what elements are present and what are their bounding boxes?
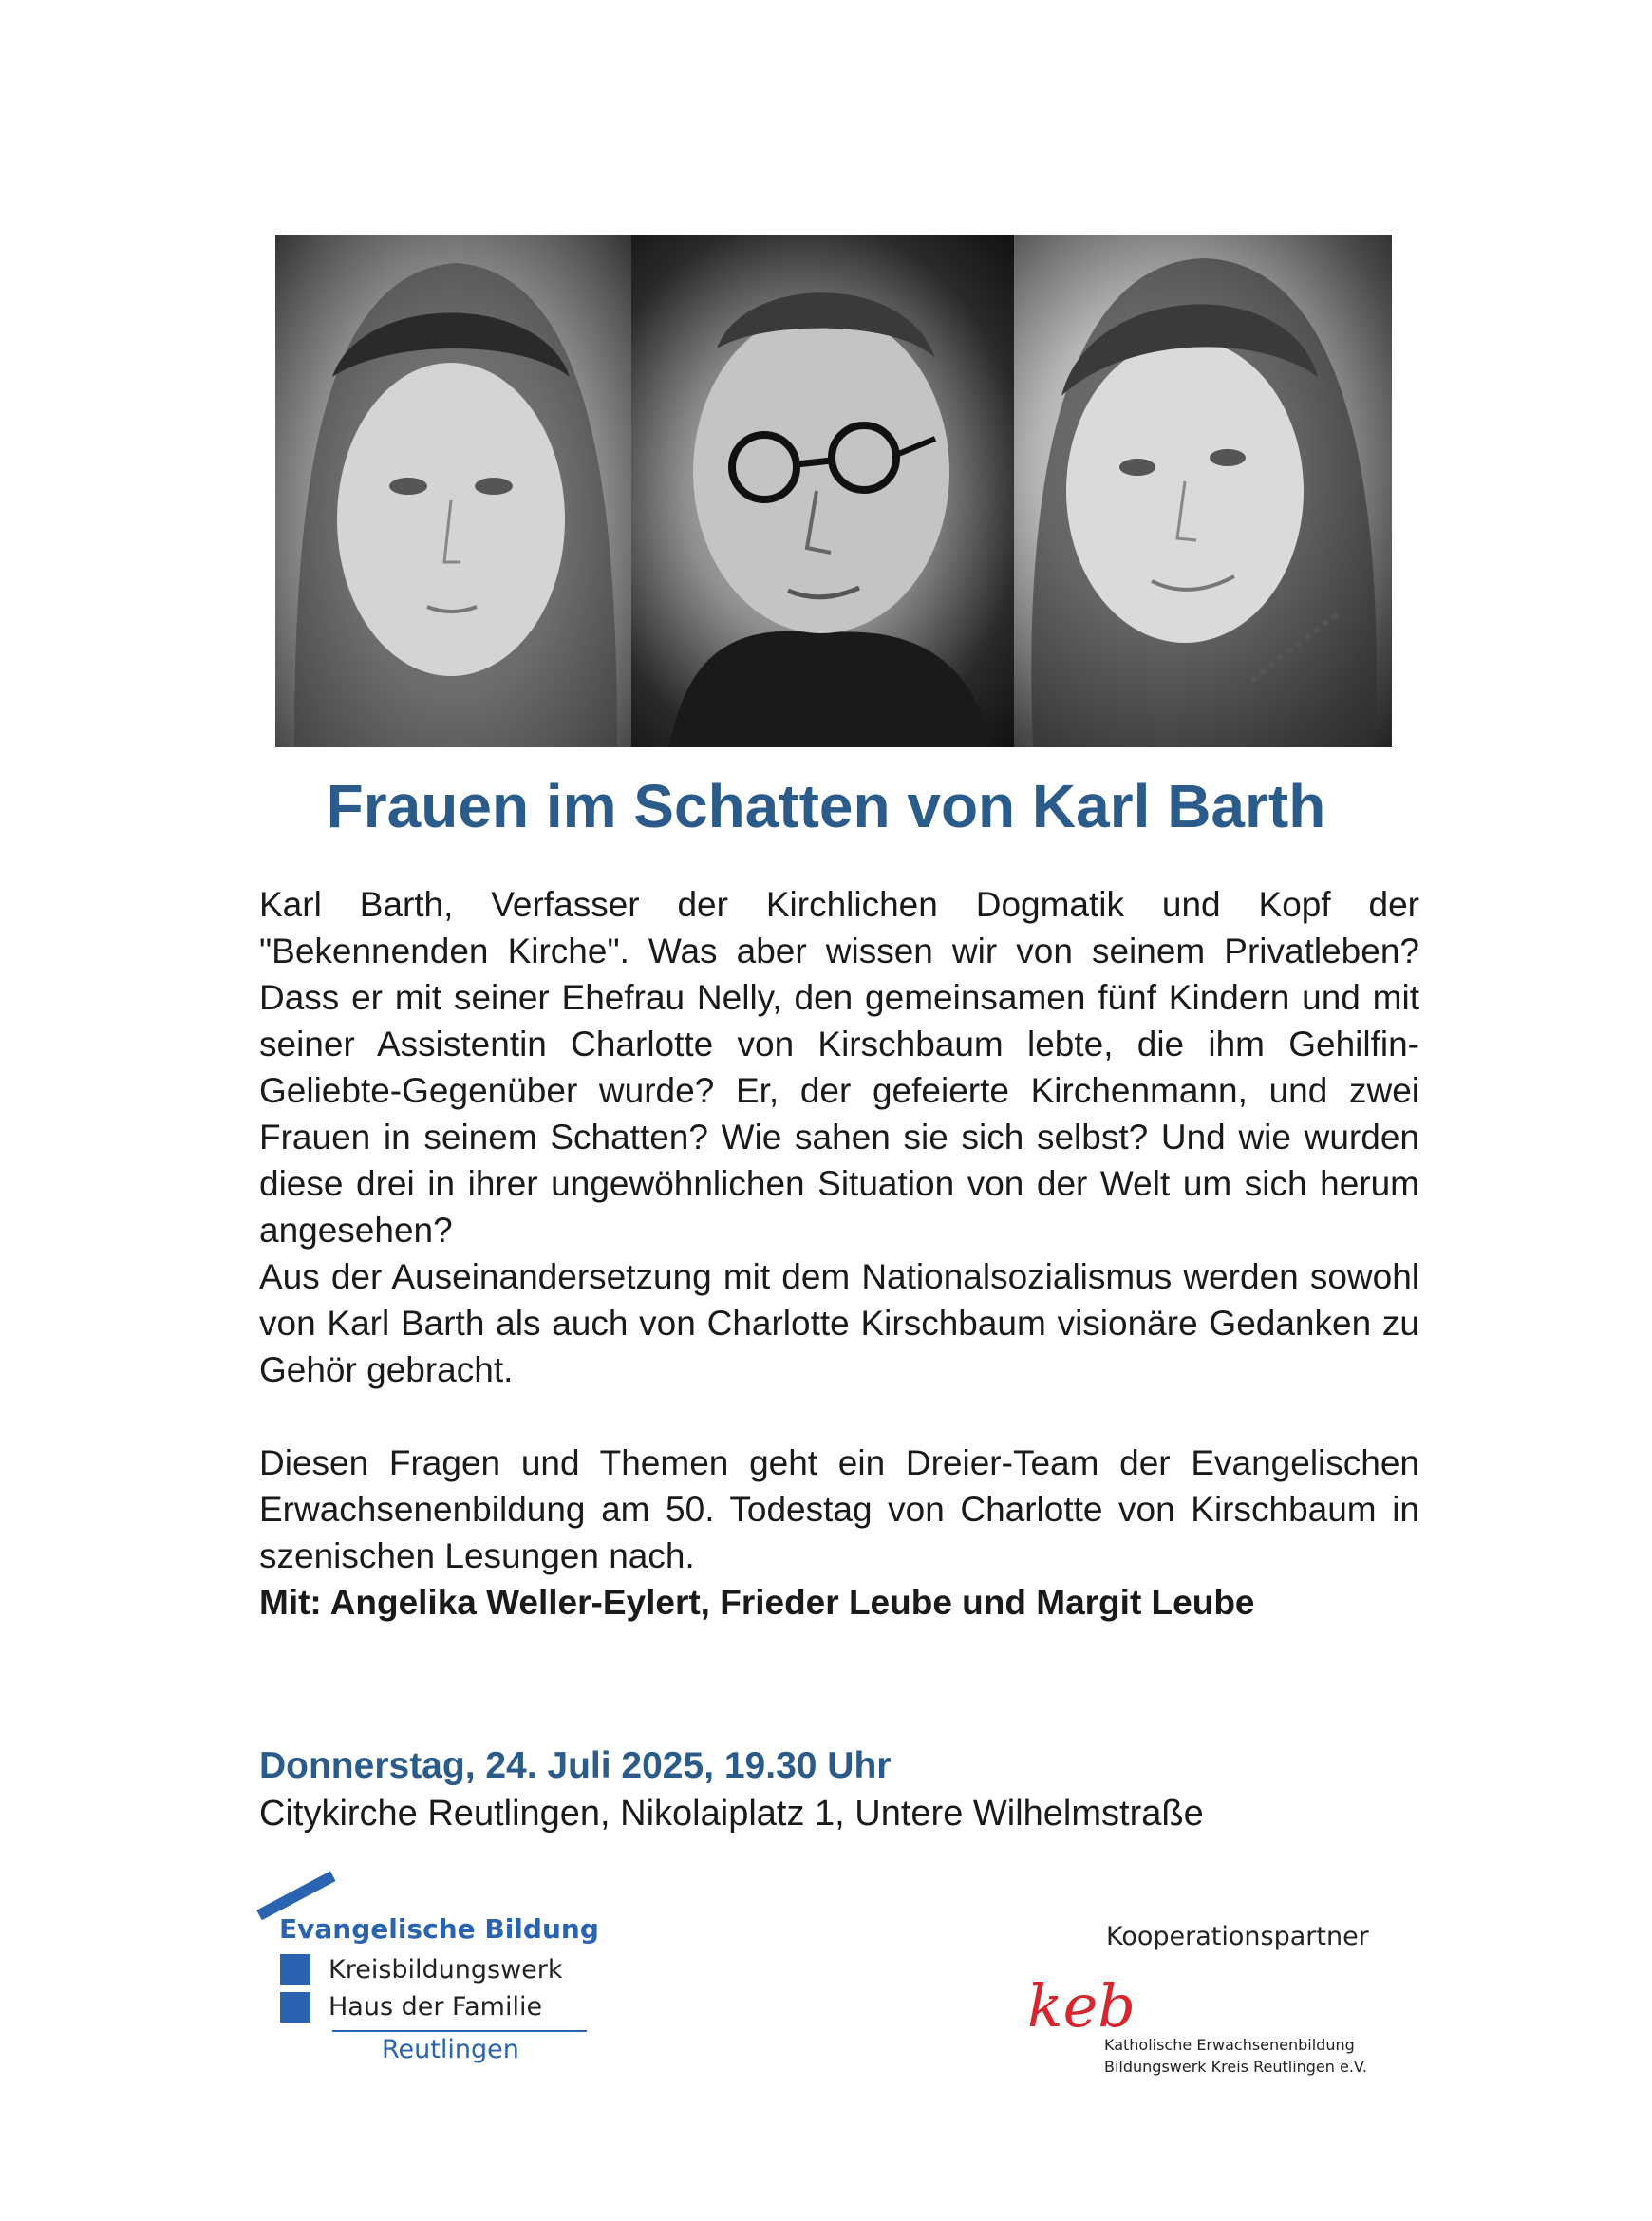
event-paragraph: Diesen Fragen und Themen geht ein Dreier-Team der Evangelischen Erwachsenenbildung am 50. Todestag von Charlotte von Kirschbaum in szenischen Lesungen nach.: [259, 1443, 1419, 1575]
description-text: [259, 881, 1419, 1626]
organizer-line-2: Haus der Familie: [329, 1992, 543, 2022]
page-title: Frauen im Schatten von Karl Barth: [326, 772, 1326, 840]
keb-mark-icon: [1025, 1964, 1136, 2059]
event-date: Donnerstag, 24. Juli 2025, 19.30 Uhr: [259, 1745, 892, 1786]
partner-line-1: Katholische Erwachsenenbildung: [1104, 2036, 1355, 2054]
portrait-man-glasses-image: [631, 235, 1014, 747]
event-location: Citykirche Reutlingen, Nikolaiplatz 1, Untere Wilhelmstraße: [259, 1794, 1204, 1834]
paragraph-gap: [259, 1393, 1419, 1440]
partner-line-2: Bildungswerk Kreis Reutlingen e.V.: [1104, 2058, 1367, 2076]
portrait-strip: [275, 235, 1392, 747]
logo-square-icon: [280, 1954, 310, 1985]
organizer-line-1: Kreisbildungswerk: [329, 1955, 563, 1985]
performers-line: Mit: Angelika Weller-Eylert, Frieder Leube und Margit Leube: [259, 1583, 1255, 1622]
logo-square-icon: [280, 1992, 310, 2023]
cooperation-label: Kooperationspartner: [1106, 1922, 1369, 1951]
context-paragraph: Aus der Auseinandersetzung mit dem Nationalsozialismus werden sowohl von Karl Barth als auch von Charlotte Kirschbaum visionäre Gedanken zu Gehör gebracht.: [259, 1257, 1419, 1389]
evangelische-bildung-logo: [256, 1866, 598, 2075]
svg-text:keb: keb: [1027, 1971, 1136, 2041]
organizer-city: Reutlingen: [382, 2035, 519, 2064]
intro-paragraph: Karl Barth, Verfasser der Kirchlichen Dogmatik und Kopf der "Bekennenden Kirche". Was aber wissen wir von seinem Privatleben? Dass er mit seiner Ehefrau Nelly, den gemeinsamen fünf Kindern und mit seiner Assistentin Charlotte von Kirschbaum lebte, die ihm Gehilfin-Geliebte-Gegenüber wurde? Er, der gefeierte Kirchenmann, und zwei Frauen in seinem Schatten? Wie sahen sie sich selbst? Und wie wurden diese drei in ihrer ungewöhnlichen Situation von der Welt um sich herum angesehen?: [259, 885, 1419, 1250]
portrait-woman-2-image: [1014, 235, 1392, 747]
portrait-woman-1-image: [275, 235, 631, 747]
logo-divider: [332, 2030, 587, 2032]
organizer-brand: Evangelische Bildung: [279, 1913, 599, 1945]
keb-logo: [1025, 1964, 1405, 2087]
